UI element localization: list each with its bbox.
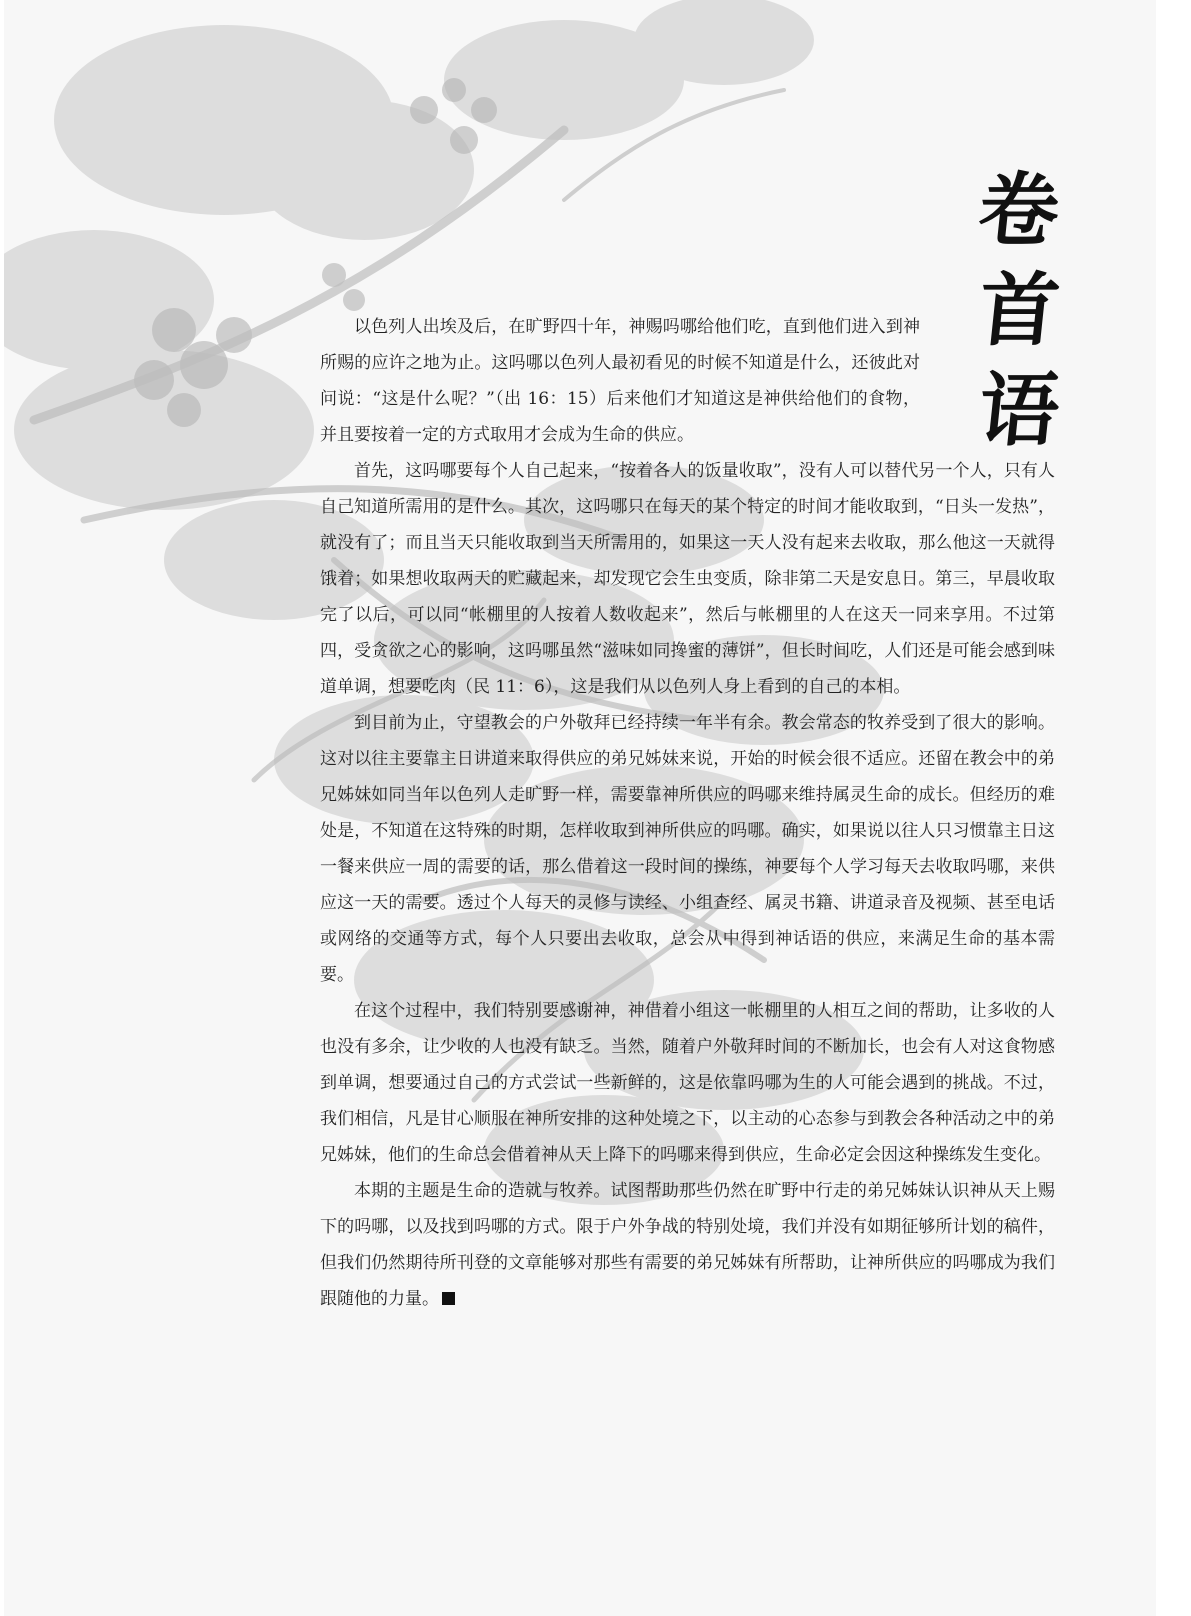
paragraph-4: 在这个过程中，我们特别要感谢神，神借着小组这一帐棚里的人相互之间的帮助，让多收的人也没有多余，让少收的人也没有缺乏。当然，随着户外敬拜时间的不断加长，也会有人对这食物感到单调，想要通过自己的方式尝试一些新鲜的，这是依靠吗哪为生的人可能会遇到的挑战。不过，我们相信，凡是甘心顺服在神所安排的这种处境之下，以主动的心态参与到教会各种活动之中的弟兄姊妹，他们的生命总会借着神从天上降下的吗哪来得到供应，生命必定会因这种操练发生变化。 — [320, 1001, 1055, 1165]
paragraph-3: 到目前为止，守望教会的户外敬拜已经持续一年半有余。教会常态的牧养受到了很大的影响。这对以往主要靠主日讲道来取得供应的弟兄姊妹来说，开始的时候会很不适应。还留在教会中的弟兄姊妹如同当年以色列人走旷野一样，需要靠神所供应的吗哪来维持属灵生命的成长。但经历的难处是，不知道在这特殊的时期，怎样收取到神所供应的吗哪。确实，如果说以往人只习惯靠主日这一餐来供应一周的需要的话，那么借着这一段时间的操练，神要每个人学习每天去收取吗哪，来供应这一天的需要。透过个人每天的灵修与读经、小组查经、属灵书籍、讲道录音及视频、甚至电话或网络的交通等方式，每个人只要出去收取，总会从中得到神话语的供应，来满足生命的基本需要。 — [320, 713, 1055, 985]
article-body — [320, 309, 1055, 1317]
title-char-3: 语 — [974, 363, 1064, 457]
paragraph-2: 首先，这吗哪要每个人自己起来，“按着各人的饭量收取”，没有人可以替代另一个人，只有人自己知道所需用的是什么。其次，这吗哪只在每天的某个特定的时间才能收取到，“日头一发热”，就没有了；而且当天只能收取到当天所需用的，如果这一天人没有起来去收取，那么他这一天就得饿着；如果想收取两天的贮藏起来，却发现它会生虫变质，除非第二天是安息日。第三，早晨收取完了以后，可以同“帐棚里的人按着人数收起来”，然后与帐棚里的人在这天一同来享用。不过第四，受贪欲之心的影响，这吗哪虽然“滋味如同搀蜜的薄饼”，但长时间吃，人们还是可能会感到味道单调，想要吃肉（民 11：6），这是我们从以色列人身上看到的自己的本相。 — [320, 461, 1055, 697]
paragraph-1: 以色列人出埃及后，在旷野四十年，神赐吗哪给他们吃，直到他们进入到神所赐的应许之地为止。这吗哪以色列人最初看见的时候不知道是什么，还彼此对问说：“这是什么呢？”（出 16：15）后来他们才知道这是神供给他们的食物，并且要按着一定的方式取用才会成为生命的供应。 — [320, 317, 920, 445]
paragraph-5-text: 本期的主题是生命的造就与牧养。试图帮助那些仍然在旷野中行走的弟兄姊妹认识神从天上赐下的吗哪，以及找到吗哪的方式。限于户外争战的特别处境，我们并没有如期征够所计划的稿件，但我们仍然期待所刊登的文章能够对那些有需要的弟兄姊妹有所帮助，让神所供应的吗哪成为我们跟随他的力量。 — [320, 1181, 1055, 1309]
title-char-1: 卷 — [974, 163, 1064, 257]
end-of-article-mark-icon — [442, 1292, 455, 1305]
title-char-2: 首 — [974, 263, 1064, 357]
page — [4, 0, 1156, 1616]
paragraph-5 — [320, 1173, 1055, 1317]
